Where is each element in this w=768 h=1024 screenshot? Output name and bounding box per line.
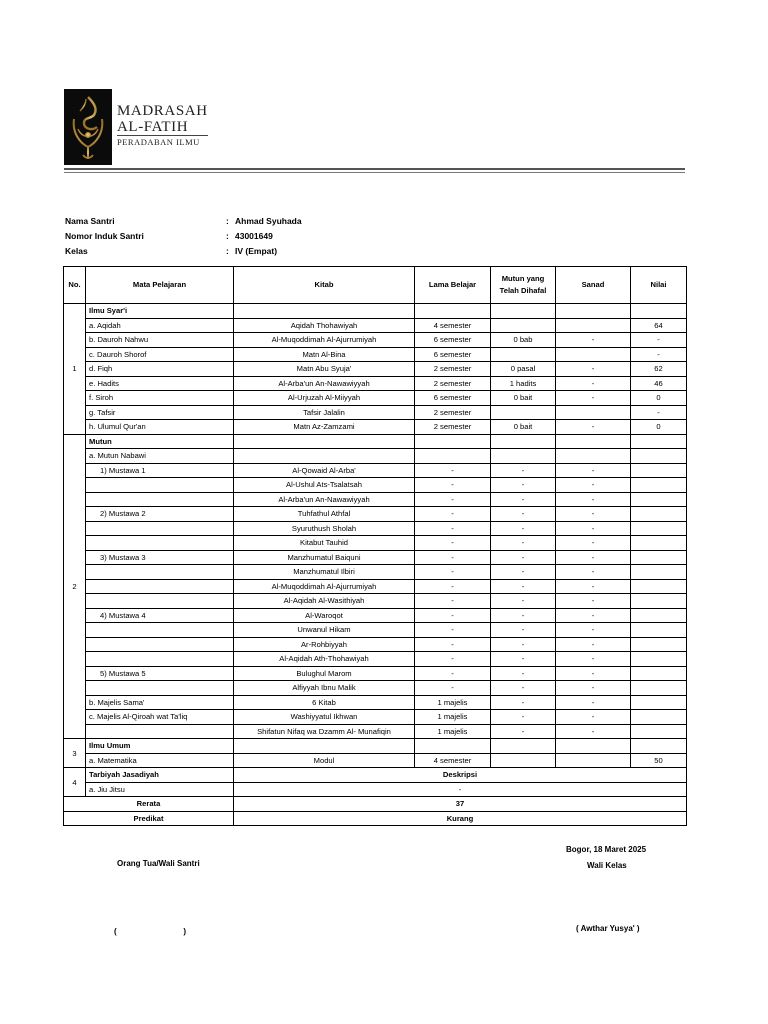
place-date: Bogor, 18 Maret 2025 [566, 845, 647, 854]
kitab-cell: Washiyyatul Ikhwan [234, 710, 415, 725]
empty-cell [415, 739, 491, 754]
kitab-cell: Bulughul Marom [234, 666, 415, 681]
table-row [64, 391, 687, 406]
predicate-value: Kurang [234, 811, 687, 826]
mutun-cell: - [491, 565, 556, 580]
school-logo [64, 89, 208, 165]
col-header-mutun: Mutun yang Telah Dihafal [491, 267, 556, 304]
duration-cell: 2 semester [415, 420, 491, 435]
subject-cell [86, 594, 234, 609]
kitab-cell: Al-Aqidah Ath-Thohawiyah [234, 652, 415, 667]
kitab-cell: Shifatun Nifaq wa Dzamm Al- Munafiqin [234, 724, 415, 739]
score-cell [631, 637, 687, 652]
subject-cell: 5) Mustawa 5 [86, 666, 234, 681]
table-row [64, 710, 687, 725]
duration-cell: - [415, 637, 491, 652]
logo-line3: PERADABAN ILMU [117, 135, 208, 147]
sanad-cell: - [556, 362, 631, 377]
logo-line2: AL-FATIH [117, 119, 189, 135]
table-row [64, 724, 687, 739]
score-cell [631, 594, 687, 609]
duration-cell: - [415, 681, 491, 696]
kitab-cell: Al-Waroqot [234, 608, 415, 623]
table-row [64, 550, 687, 565]
sanad-cell: - [556, 478, 631, 493]
sanad-cell: - [556, 579, 631, 594]
subject-cell: d. Fiqh [86, 362, 234, 377]
score-cell [631, 463, 687, 478]
score-cell [631, 536, 687, 551]
table-row [64, 579, 687, 594]
duration-cell: - [415, 521, 491, 536]
duration-cell: 6 semester [415, 333, 491, 348]
mutun-cell: - [491, 637, 556, 652]
kitab-cell: Unwanul Hikam [234, 623, 415, 638]
description-header: Deskripsi [234, 768, 687, 783]
table-row [64, 536, 687, 551]
sanad-cell: - [556, 608, 631, 623]
duration-cell: 6 semester [415, 347, 491, 362]
empty-cell [631, 739, 687, 754]
subject-cell: 1) Mustawa 1 [86, 463, 234, 478]
empty-cell [491, 304, 556, 319]
kitab-cell: Syuruthush Sholah [234, 521, 415, 536]
score-cell: - [631, 405, 687, 420]
average-row [64, 797, 687, 812]
student-nis-value: 43001649 [235, 231, 273, 241]
score-cell [631, 623, 687, 638]
subject-cell [86, 492, 234, 507]
sanad-cell: - [556, 724, 631, 739]
sanad-cell: - [556, 521, 631, 536]
empty-cell [556, 449, 631, 464]
col-header-score: Nilai [631, 267, 687, 304]
table-row [64, 405, 687, 420]
kitab-cell: Tuhfathul Athfal [234, 507, 415, 522]
sanad-cell: - [556, 333, 631, 348]
mutun-cell: - [491, 521, 556, 536]
empty-cell [556, 739, 631, 754]
score-cell: - [631, 333, 687, 348]
sanad-cell: - [556, 695, 631, 710]
kitab-cell: Al-Qowaid Al-Arba' [234, 463, 415, 478]
subject-cell [86, 724, 234, 739]
table-row [64, 463, 687, 478]
kitab-cell: Matn Abu Syuja' [234, 362, 415, 377]
duration-cell: - [415, 478, 491, 493]
sanad-cell: - [556, 463, 631, 478]
table-row [64, 637, 687, 652]
duration-cell: - [415, 507, 491, 522]
subject-cell [86, 536, 234, 551]
empty-cell [631, 434, 687, 449]
sanad-cell: - [556, 666, 631, 681]
score-cell [631, 666, 687, 681]
table-row [64, 652, 687, 667]
mutun-cell: 0 bab [491, 333, 556, 348]
score-cell [631, 724, 687, 739]
score-cell [631, 478, 687, 493]
section-title-row [64, 739, 687, 754]
section-number: 1 [64, 304, 86, 435]
subject-cell: c. Dauroh Shorof [86, 347, 234, 362]
table-row [64, 478, 687, 493]
sanad-cell: - [556, 420, 631, 435]
score-cell: 46 [631, 376, 687, 391]
section-title-row [64, 304, 687, 319]
mutun-cell: 0 pasal [491, 362, 556, 377]
mutun-cell: - [491, 478, 556, 493]
empty-cell [556, 304, 631, 319]
duration-cell: 2 semester [415, 362, 491, 377]
score-cell [631, 565, 687, 580]
mutun-cell [491, 405, 556, 420]
colon: : [226, 216, 229, 226]
duration-cell: - [415, 652, 491, 667]
score-cell [631, 681, 687, 696]
table-row [64, 420, 687, 435]
subject-cell: b. Majelis Sama' [86, 695, 234, 710]
kitab-cell: Manzhumatul Ilbiri [234, 565, 415, 580]
student-class-label: Kelas [65, 246, 88, 256]
student-class-value: IV (Empat) [235, 246, 278, 256]
duration-cell: - [415, 536, 491, 551]
sanad-cell: - [556, 637, 631, 652]
subject-cell: b. Dauroh Nahwu [86, 333, 234, 348]
mutun-cell: - [491, 695, 556, 710]
kitab-cell: Al-Arba'un An-Nawawiyyah [234, 376, 415, 391]
subsection-row [64, 449, 687, 464]
mutun-cell: - [491, 594, 556, 609]
score-cell [631, 652, 687, 667]
duration-cell: - [415, 594, 491, 609]
colon: : [226, 246, 229, 256]
section-title: Mutun [86, 434, 234, 449]
subject-cell [86, 478, 234, 493]
grades-table-body [64, 304, 687, 826]
logo-line1: MADRASAH [117, 103, 208, 119]
table-row [64, 507, 687, 522]
subject-cell: 4) Mustawa 4 [86, 608, 234, 623]
sanad-cell: - [556, 507, 631, 522]
predicate-label: Predikat [64, 811, 234, 826]
student-name-label: Nama Santri [65, 216, 115, 226]
table-row [64, 782, 687, 797]
kitab-cell: Kitabut Tauhid [234, 536, 415, 551]
col-header-sanad: Sanad [556, 267, 631, 304]
duration-cell: 2 semester [415, 376, 491, 391]
section-number: 2 [64, 434, 86, 739]
duration-cell: 1 majelis [415, 695, 491, 710]
sanad-cell: - [556, 652, 631, 667]
sanad-cell: - [556, 623, 631, 638]
duration-cell: - [415, 623, 491, 638]
mutun-cell: 1 hadits [491, 376, 556, 391]
table-row [64, 753, 687, 768]
empty-cell [556, 434, 631, 449]
subject-cell: a. Jiu Jitsu [86, 782, 234, 797]
sanad-cell [556, 347, 631, 362]
duration-cell: - [415, 565, 491, 580]
kitab-cell: 6 Kitab [234, 695, 415, 710]
empty-cell [234, 449, 415, 464]
section-title-row [64, 768, 687, 783]
subsection-title: a. Mutun Nabawi [86, 449, 234, 464]
mutun-cell: - [491, 536, 556, 551]
score-cell: 62 [631, 362, 687, 377]
table-row [64, 347, 687, 362]
parent-signature-name: ( ) [114, 927, 187, 936]
table-row [64, 521, 687, 536]
mutun-cell: - [491, 463, 556, 478]
score-cell [631, 550, 687, 565]
student-name-value: Ahmad Syuhada [235, 216, 302, 226]
duration-cell: 2 semester [415, 405, 491, 420]
table-row [64, 695, 687, 710]
duration-cell: 6 semester [415, 391, 491, 406]
score-cell [631, 579, 687, 594]
table-row [64, 318, 687, 333]
subject-cell: a. Matematika [86, 753, 234, 768]
duration-cell: - [415, 550, 491, 565]
score-cell [631, 608, 687, 623]
mutun-cell: - [491, 492, 556, 507]
subject-cell: h. Ulumul Qur'an [86, 420, 234, 435]
col-header-kitab: Kitab [234, 267, 415, 304]
subject-cell: g. Tafsir [86, 405, 234, 420]
section-number: 4 [64, 768, 86, 797]
empty-cell [415, 449, 491, 464]
empty-cell [491, 434, 556, 449]
score-cell [631, 492, 687, 507]
sanad-cell [556, 753, 631, 768]
section-title: Tarbiyah Jasadiyah [86, 768, 234, 783]
sanad-cell: - [556, 492, 631, 507]
description-cell: - [234, 782, 687, 797]
subject-cell [86, 521, 234, 536]
kitab-cell: Manzhumatul Baiquni [234, 550, 415, 565]
logo-wordmark [117, 103, 208, 147]
homeroom-title: Wali Kelas [587, 861, 627, 870]
mutun-cell: - [491, 623, 556, 638]
mutun-cell [491, 753, 556, 768]
kitab-cell: Al-Muqoddimah Al-Ajurrumiyah [234, 579, 415, 594]
empty-cell [631, 449, 687, 464]
section-title: Ilmu Umum [86, 739, 234, 754]
score-cell: 0 [631, 420, 687, 435]
subject-cell: 2) Mustawa 2 [86, 507, 234, 522]
empty-cell [415, 434, 491, 449]
mutun-cell: 0 bait [491, 391, 556, 406]
table-row [64, 492, 687, 507]
kitab-cell: Al-Urjuzah Al-Miiyyah [234, 391, 415, 406]
kitab-cell: Al-Arba'un An-Nawawiyyah [234, 492, 415, 507]
table-row [64, 594, 687, 609]
predicate-row [64, 811, 687, 826]
colon: : [226, 231, 229, 241]
col-header-duration: Lama Belajar [415, 267, 491, 304]
kitab-cell: Al-Aqidah Al-Wasithiyah [234, 594, 415, 609]
empty-cell [491, 739, 556, 754]
kitab-cell: Aqidah Thohawiyah [234, 318, 415, 333]
duration-cell: 4 semester [415, 318, 491, 333]
grades-table [63, 266, 687, 826]
sanad-cell: - [556, 391, 631, 406]
mutun-cell: - [491, 507, 556, 522]
header-rule-thin [64, 172, 685, 173]
mutun-cell: - [491, 608, 556, 623]
table-row [64, 362, 687, 377]
kitab-cell: Matn Al-Bina [234, 347, 415, 362]
mutun-cell: - [491, 579, 556, 594]
kitab-cell: Tafsir Jalalin [234, 405, 415, 420]
sanad-cell [556, 405, 631, 420]
subject-cell: a. Aqidah [86, 318, 234, 333]
score-cell [631, 507, 687, 522]
subject-cell [86, 579, 234, 594]
table-row [64, 623, 687, 638]
subject-cell [86, 652, 234, 667]
table-header-row [64, 267, 687, 304]
sanad-cell: - [556, 594, 631, 609]
table-row [64, 608, 687, 623]
sanad-cell: - [556, 550, 631, 565]
table-row [64, 376, 687, 391]
subject-cell [86, 565, 234, 580]
kitab-cell: Matn Az-Zamzami [234, 420, 415, 435]
table-row [64, 681, 687, 696]
score-cell: 64 [631, 318, 687, 333]
mutun-cell [491, 347, 556, 362]
score-cell: 50 [631, 753, 687, 768]
empty-cell [234, 739, 415, 754]
duration-cell: 1 majelis [415, 710, 491, 725]
table-row [64, 666, 687, 681]
subject-cell [86, 681, 234, 696]
sanad-cell: - [556, 681, 631, 696]
table-row [64, 565, 687, 580]
empty-cell [415, 304, 491, 319]
empty-cell [491, 449, 556, 464]
subject-cell: 3) Mustawa 3 [86, 550, 234, 565]
empty-cell [234, 304, 415, 319]
duration-cell: 1 majelis [415, 724, 491, 739]
section-title-row [64, 434, 687, 449]
kitab-cell: Alfiyyah Ibnu Malik [234, 681, 415, 696]
subject-cell: e. Hadits [86, 376, 234, 391]
mutun-cell: - [491, 724, 556, 739]
logo-emblem-icon [64, 89, 112, 165]
mutun-cell [491, 318, 556, 333]
average-value: 37 [234, 797, 687, 812]
mutun-cell: 0 bait [491, 420, 556, 435]
sanad-cell: - [556, 565, 631, 580]
duration-cell: - [415, 666, 491, 681]
score-cell [631, 710, 687, 725]
table-row [64, 333, 687, 348]
parent-title: Orang Tua/Wali Santri [117, 859, 200, 868]
sanad-cell [556, 318, 631, 333]
header-rule [64, 168, 685, 170]
sanad-cell: - [556, 710, 631, 725]
subject-cell [86, 637, 234, 652]
mutun-cell: - [491, 666, 556, 681]
kitab-cell: Al-Muqoddimah Al-Ajurrumiyah [234, 333, 415, 348]
kitab-cell: Al-Ushul Ats-Tsalatsah [234, 478, 415, 493]
score-cell: 0 [631, 391, 687, 406]
col-header-subject: Mata Pelajaran [86, 267, 234, 304]
student-nis-label: Nomor Induk Santri [65, 231, 144, 241]
empty-cell [631, 304, 687, 319]
duration-cell: - [415, 608, 491, 623]
duration-cell: - [415, 492, 491, 507]
homeroom-signature-name: ( Awthar Yusya' ) [576, 924, 640, 933]
subject-cell: c. Majelis Al-Qiroah wat Ta'liq [86, 710, 234, 725]
mutun-cell: - [491, 652, 556, 667]
duration-cell: - [415, 579, 491, 594]
kitab-cell: Modul [234, 753, 415, 768]
empty-cell [234, 434, 415, 449]
score-cell: - [631, 347, 687, 362]
kitab-cell: Ar-Rohbiyyah [234, 637, 415, 652]
score-cell [631, 521, 687, 536]
average-label: Rerata [64, 797, 234, 812]
score-cell [631, 695, 687, 710]
mutun-cell: - [491, 681, 556, 696]
section-number: 3 [64, 739, 86, 768]
duration-cell: - [415, 463, 491, 478]
sanad-cell: - [556, 536, 631, 551]
col-header-no: No. [64, 267, 86, 304]
section-title: Ilmu Syar'i [86, 304, 234, 319]
subject-cell: f. Siroh [86, 391, 234, 406]
mutun-cell: - [491, 710, 556, 725]
sanad-cell: - [556, 376, 631, 391]
duration-cell: 4 semester [415, 753, 491, 768]
mutun-cell: - [491, 550, 556, 565]
subject-cell [86, 623, 234, 638]
